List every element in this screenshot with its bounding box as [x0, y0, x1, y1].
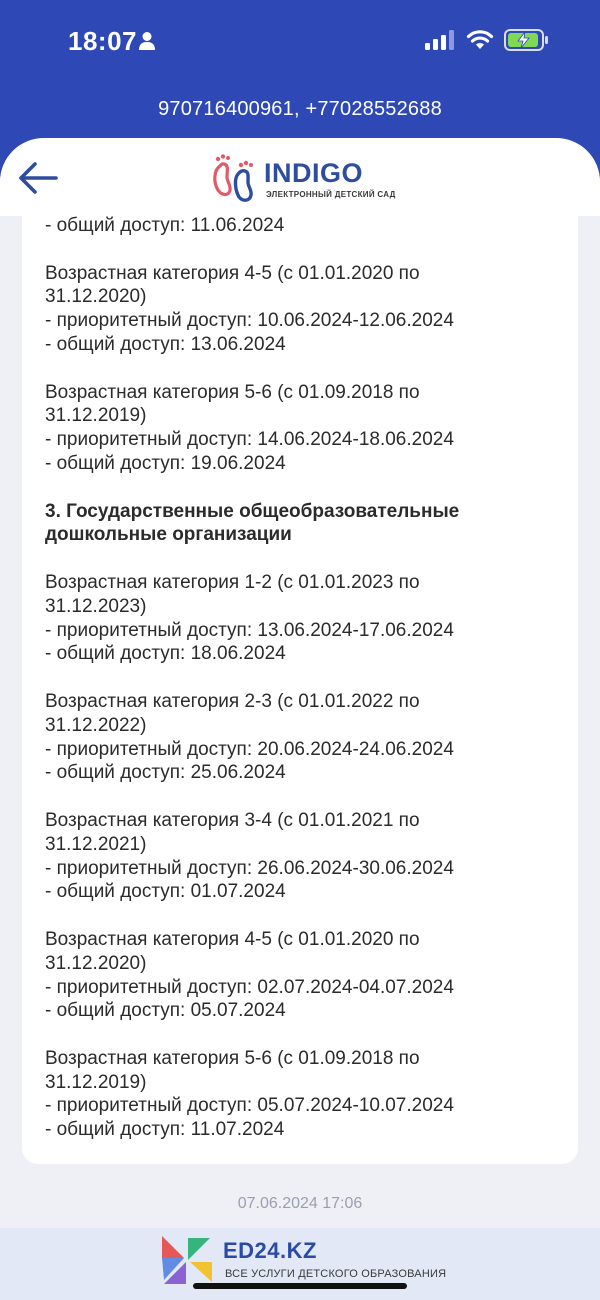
cellular-signal-icon: [425, 30, 455, 50]
paragraph-gap: [45, 238, 565, 262]
message-line: Возрастная категория 5-6 (с 01.09.2018 по: [45, 1047, 420, 1069]
message-timestamp: 07.06.2024 17:06: [237, 1195, 363, 1212]
app-brand-name: INDIGO: [264, 158, 364, 188]
message-line: 31.12.2019): [45, 1071, 147, 1093]
contact-phones: 970716400961, +77028552688: [158, 98, 442, 120]
status-time: 18:07: [68, 26, 137, 56]
message-line: - приоритетный доступ: 13.06.2024-17.06.2024: [45, 619, 454, 641]
section-heading-line: 3. Государственные общеобразовательные: [45, 500, 460, 522]
message-line: - общий доступ: 13.06.2024: [45, 333, 286, 355]
back-arrow-icon[interactable]: [16, 158, 62, 198]
indigo-logo: [210, 150, 410, 206]
footer-brand: ED24.KZ: [223, 1238, 317, 1263]
paragraph-gap: [45, 476, 565, 500]
feet-logo-icon: [210, 152, 262, 204]
message-line: Возрастная категория 4-5 (с 01.01.2020 по: [45, 928, 420, 950]
message-line: - общий доступ: 18.06.2024: [45, 643, 286, 665]
paragraph-gap: [45, 1023, 565, 1047]
message-line: - приоритетный доступ: 26.06.2024-30.06.2024: [45, 857, 454, 879]
message-line: - приоритетный доступ: 10.06.2024-12.06.2024: [45, 310, 454, 332]
message-line: - общий доступ: 25.06.2024: [45, 762, 286, 784]
message-line: - приоритетный доступ: 02.07.2024-04.07.2024: [45, 976, 454, 998]
message-line: 31.12.2021): [45, 833, 147, 855]
section-heading-line: дошкольные организации: [45, 524, 292, 546]
message-line: 31.12.2020): [45, 286, 147, 308]
message-line: Возрастная категория 1-2 (с 01.01.2023 по: [45, 571, 420, 593]
paragraph-gap: [45, 547, 565, 571]
wifi-icon: [466, 28, 494, 50]
paragraph-gap: [45, 666, 565, 690]
message-bubble: [22, 216, 578, 1164]
message-line: - приоритетный доступ: 20.06.2024-24.06.2024: [45, 738, 454, 760]
message-text: [45, 216, 565, 1142]
message-line: - общий доступ: 11.06.2024: [45, 216, 285, 236]
message-line: - общий доступ: 11.07.2024: [45, 1119, 285, 1141]
message-line: 31.12.2019): [45, 405, 147, 427]
footer-tagline: ВСЕ УСЛУГИ ДЕТСКОГО ОБРАЗОВАНИЯ: [225, 1268, 447, 1280]
message-line: - приоритетный доступ: 14.06.2024-18.06.2024: [45, 429, 454, 451]
message-line: 31.12.2023): [45, 595, 147, 617]
message-line: Возрастная категория 5-6 (с 01.09.2018 по: [45, 381, 420, 403]
message-line: Возрастная категория 2-3 (с 01.01.2022 по: [45, 690, 420, 712]
message-line: Возрастная категория 4-5 (с 01.01.2020 по: [45, 262, 420, 284]
message-line: Возрастная категория 3-4 (с 01.01.2021 по: [45, 809, 420, 831]
message-line: - общий доступ: 01.07.2024: [45, 881, 286, 903]
paragraph-gap: [45, 904, 565, 928]
status-bar: [0, 0, 600, 84]
battery-charging-icon: [504, 29, 550, 51]
paragraph-gap: [45, 357, 565, 381]
message-line: - приоритетный доступ: 05.07.2024-10.07.2024: [45, 1095, 454, 1117]
card-header: [0, 138, 600, 216]
message-line: - общий доступ: 05.07.2024: [45, 1000, 286, 1022]
message-line: 31.12.2020): [45, 952, 147, 974]
message-line: - общий доступ: 19.06.2024: [45, 452, 286, 474]
home-indicator[interactable]: [193, 1283, 407, 1289]
pinwheel-logo-icon: [158, 1234, 214, 1286]
paragraph-gap: [45, 785, 565, 809]
app-tagline: ЭЛЕКТРОННЫЙ ДЕТСКИЙ САД: [266, 190, 396, 199]
message-line: 31.12.2022): [45, 714, 147, 736]
person-icon: [138, 31, 156, 51]
